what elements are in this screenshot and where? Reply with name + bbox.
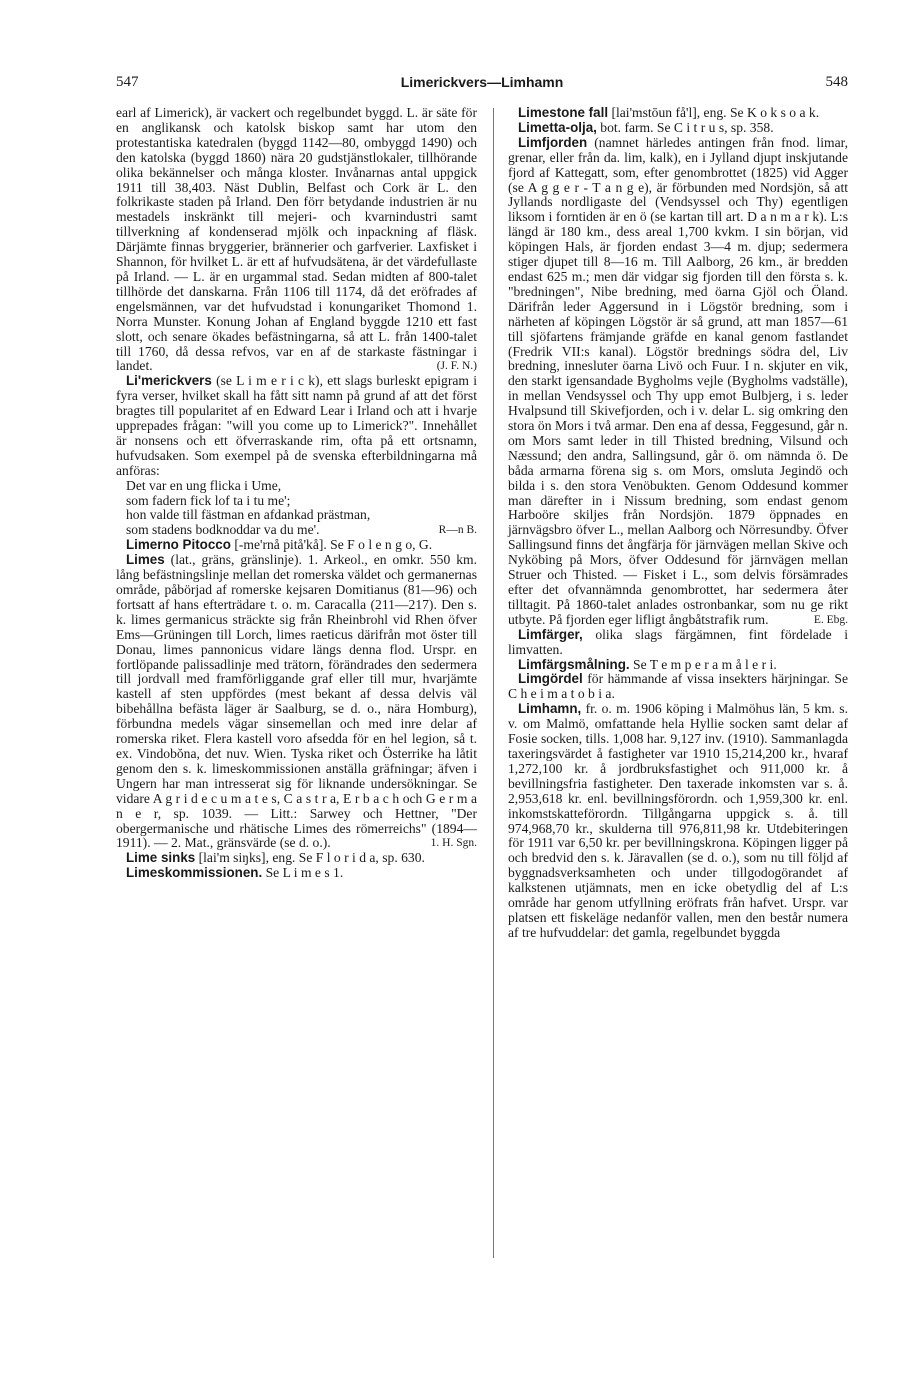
headword: Li'merickvers [126, 373, 212, 389]
entry-limhamn [508, 702, 848, 941]
signature: 1. H. Sgn. [430, 837, 477, 850]
entry-limfjorden [508, 136, 848, 628]
entry-text: [lai'mstōun få'l], eng. Se K o k s o a k. [611, 105, 820, 120]
headword: Limgördel [518, 671, 583, 687]
entry-limeskommissionen [116, 866, 477, 881]
entry-text: olika slags färgämnen, fint fördelade i limvatten. [508, 626, 848, 657]
entry-text: bot. farm. Se C i t r u s, sp. 358. [600, 119, 774, 135]
page-number-left: 547 [116, 74, 139, 90]
entry-text: för hämmande af vissa insekters härjningar. Se C h e i m a t o b i a. [508, 671, 848, 702]
entry-limerickvers [116, 374, 477, 478]
entry-limerno-pitocco [116, 538, 477, 553]
entry-text: Se T e m p e r a m å l e r i. [633, 656, 777, 672]
limerick-continuation [116, 106, 477, 374]
headword: Limeskommissionen. [126, 865, 263, 881]
poem-line: som fadern fick lof ta i tu me'; [126, 492, 291, 508]
page-header [116, 74, 848, 94]
entry-text: (namnet härledes antingen från fnod. limar, grenar, eller från da. lim, kalk), en i Jylland djupt inskjutande fjord af Kattegatt, som, efter genombrottet (1825) vid Agger (se A g g e r - T a n g e), är förbunden med Nordsjön, så att Jyllands nordligaste del (Vendsyssel och Thy) egentligen liksom i forntiden är en ö (se kartan till art. D a n m a r k). L:s längd är 180 km., dess areal 1,700 kvkm. I sin början, vid köpingen Hals, är fjorden endast 3—4 m. djup; sedermera stiger djupet till 8—16 m. Till Aalborg, 26 km., är bredden endast 625 m.; men där vidgar sig fjorden till den första s. k. "bredningen", Nibe bredning, med öarna Gjöl och Öland. Därifrån leder Aggersund in i Lögstör bredning, som i närheten af köpingen Lögstör är så grund, att man 1857—61 till sjöfartens främjande gräfde en kanal genom fastlandet (Fredrik VII:s kanal). Lögstör brednings södra del, Liv bredning, innesluter öarna Livö och Fuur. I n. skjuter en vik, den starkt igensandade Bygholms vejle (Bygholms vadställe), in mellan Vendsyssel och Thy upp emot Bulbjerg, i s. leder Hvalpsund till Skivefjorden, och i v. delar L. sig omkring den stora ön Mors i två armar. Den ena af dessa, Feggesund, går n. om Mors samt leder in till Thisted bredning, Vilsund och Næssund; den andra, Sallingsund, går ö. om nämnda ö. De båda armarna förena sig s. om Mors, omsluta Jegindö och bilda i s. den stora Venöbukten. Genom Oddesund kommer man därefter in i Nissum bredning, som endast genom Harboöre skiljes från Nordsjön. 1879 öppnades en järnvägsbro öfver L., mellan Aalborg och Nörresundby. Öfver Sallingsund finns det ångfärja för järnvägen mellan Skive och Nyköbing på Mors, öfver Oddesund för järnvägen mellan Struer och Thisted. — Fisket i L., som delvis försämrades efter det ofvannämnda genombrottet, har sedermera åter tilltagit. På 1860-talet anlades ostronbankar, som nu ge rikt utbyte. På fjorden eger lifligt ångbåtstrafik rum. [508, 134, 848, 627]
entry-text: (se L i m e r i c k), ett slags burleskt epigram i fyra verser, hvilket skall ha fått sitt namn på grund af att det först bragtes till popularitet af en Edward Lear i Irland och att i hvarje upprepades frågan: "will you come up to Limerick?". Innehållet är nonsens och ett öfverraskande rim, ofta på ett ortsnamn, hufvudsaken. Som exempel på de svenska efterbildningarna må anföras: [116, 373, 477, 478]
entry-text: (lat., gräns, gränslinje). 1. Arkeol., en omkr. 550 km. lång befästningslinje mellan det romerska väldet och germanernas område, påbörjad af romerske kejsaren Domitianus (81—96) och fortsatt af hans efterträdare t. o. m. Caracalla (211—217). Den s. k. limes germanicus sträckte sig från Rheinbrohl vid Rhen öfver Ems—Grüningen till Lorch, limes raeticus därifrån mot öster till Donau, limes pannonicus vidare längs denna flod. Urspr. en fortlöpande palissadlinje med trätorn, förändrades den sedermera till jordvall med framförliggande graf eller till mur, hvarjämte kastell af sten uppfördes (mest bekant af dessa delvis väl bibehållna befästa läger är Saalburg, se d. o., nära Homburg), förbundna medels vägar sinsemellan och med inre delar af romerska riket. Flera kastell voro afsedda för en hel legion, så t. ex. Vindobŏna, det nuv. Wien. Tyska riket och Österrike ha låtit genom den s. k. limeskommissionen anställa gräfningar; äfven i Ungern har man intresserat sig för liknande undersökningar. Se vidare A g r i d e c u m a t e s, C a s t r a, E r b a c h och G e r m a n e r, sp. 1039. — Litt.: Sarwey och Hettner, "Der obergermanische und rhätische Limes des römerreichs" (1894—1911). — 2. Mat., gränsvärde (se d. o.). [116, 552, 477, 851]
poem-line: Det var en ung flicka i Ume, [126, 477, 282, 493]
signature: (J. F. N.) [436, 360, 477, 373]
entry-limetta-olja [508, 121, 848, 136]
entry-text: Se L i m e s 1. [265, 865, 344, 881]
entry-limes [116, 553, 477, 851]
entry-lime-sinks [116, 851, 477, 866]
running-title: Limerickvers—Limhamn [400, 74, 564, 90]
poem-line [126, 523, 477, 538]
entry-limfargsmalning [508, 658, 848, 673]
headword: Limhamn, [518, 701, 582, 717]
page-number-right: 548 [825, 74, 848, 90]
entry-text: [lai'm siŋks], eng. Se F l o r i d a, sp. 630. [198, 850, 425, 866]
left-column [116, 106, 477, 881]
headword: Limerno Pitocco [126, 537, 231, 553]
signature: R—n B. [438, 524, 477, 537]
headword: Limetta-olja, [518, 119, 597, 135]
poem-line: hon valde till fästman en afdankad prästman, [126, 507, 371, 523]
poem [116, 479, 477, 539]
entry-text: [-me'rnå pitå'kå]. Se F o l e n g o, G. [234, 537, 433, 553]
headword: Lime sinks [126, 850, 196, 866]
column-divider [493, 108, 494, 1258]
headword: Limes [126, 552, 165, 568]
headword: Limfärgsmålning. [518, 656, 630, 672]
headword: Limfjorden [518, 134, 588, 150]
signature: E. Ebg. [813, 613, 848, 626]
headword: Limestone fall [518, 105, 609, 120]
poem-line-text: som stadens bodknoddar va du me'. [126, 522, 320, 538]
right-column [508, 106, 848, 941]
entry-limestone-fall [508, 106, 848, 121]
headword: Limfärger, [518, 626, 583, 642]
entry-limgordel [508, 672, 848, 702]
entry-text: fr. o. m. 1906 köping i Malmöhus län, 5 km. s. v. om Malmö, omfattande hela Hyllie socken samt delar af Fosie socken, tills. 1,008 har. 9,127 inv. (1910). Sammanlagda taxeringsvärdet å fastigheter var 1910 15,214,200 kr., hvaraf 1,272,100 kr. å jordbruksfastighet och 911,000 kr. å bevillningsfria fastigheter. Den taxerade inkomsten var s. å. 2,953,618 kr. enl. bevillningsförordn. och 1,959,300 kr. enl. inkomstskatteförordn. Tillgångarna uppgick s. å. till 974,968,70 kr., skulderna till 976,811,98 kr. Utdebiteringen för 1911 var 6,50 kr. per bevillningskrona. Köpingen ligger på och bredvid den s. k. Järavallen (se d. o.), som nu till följd af byggnadsverksamheten och under tillgodogörandet af kalkstenen utjämnats, men en icke obetydlig del af L:s område har genom utfyllning eröfrats från hafvet. Urspr. var platsen ett fiskeläge nedanför vallen, men den består numera af tre hufvuddelar: det gamla, regelbundet byggda [508, 701, 848, 940]
limerick-text: earl af Limerick), är vackert och regelbundet byggd. L. är säte för en anglikansk och katolsk biskop samt har utom den protestantiska katedralen (byggd 1142—80, ombyggd 1490) och den katolska (byggd 1860) nära 20 gudstjänstlokaler, tillhörande olika bekännelser och många kloster. Invånarnas antal uppgick 1911 till 38,403. Näst Dublin, Belfast och Cork är L. den folkrikaste staden på Irland. Den förr betydande industrien är nu mestadels inskränkt till mejeri- och kvarnindustri samt tillverkning af kondenserad mjölk och inpackning af fläsk. Därjämte finnas bryggerier, brännerier och garfverier. Laxfisket i Shannon, för hvilket L. är ett af hufvudsätena, är det värdefullaste på Irland. — L. är en urgammal stad. Sedan midten af 800-talet tillhörde det danskarna. Från 1106 till 1174, då det eröfrades af engelsmännen, var det hufvudstad i konungariket Thomond 1. Norra Munster. Konung Johan af England byggde 1210 ett fast slott, och senare ökades befästningarna, så att L. från 1400-talet till 1760, då dessa refvos, var en af de starkaste fästningar i landet. [116, 105, 477, 374]
entry-limfarger [508, 628, 848, 658]
